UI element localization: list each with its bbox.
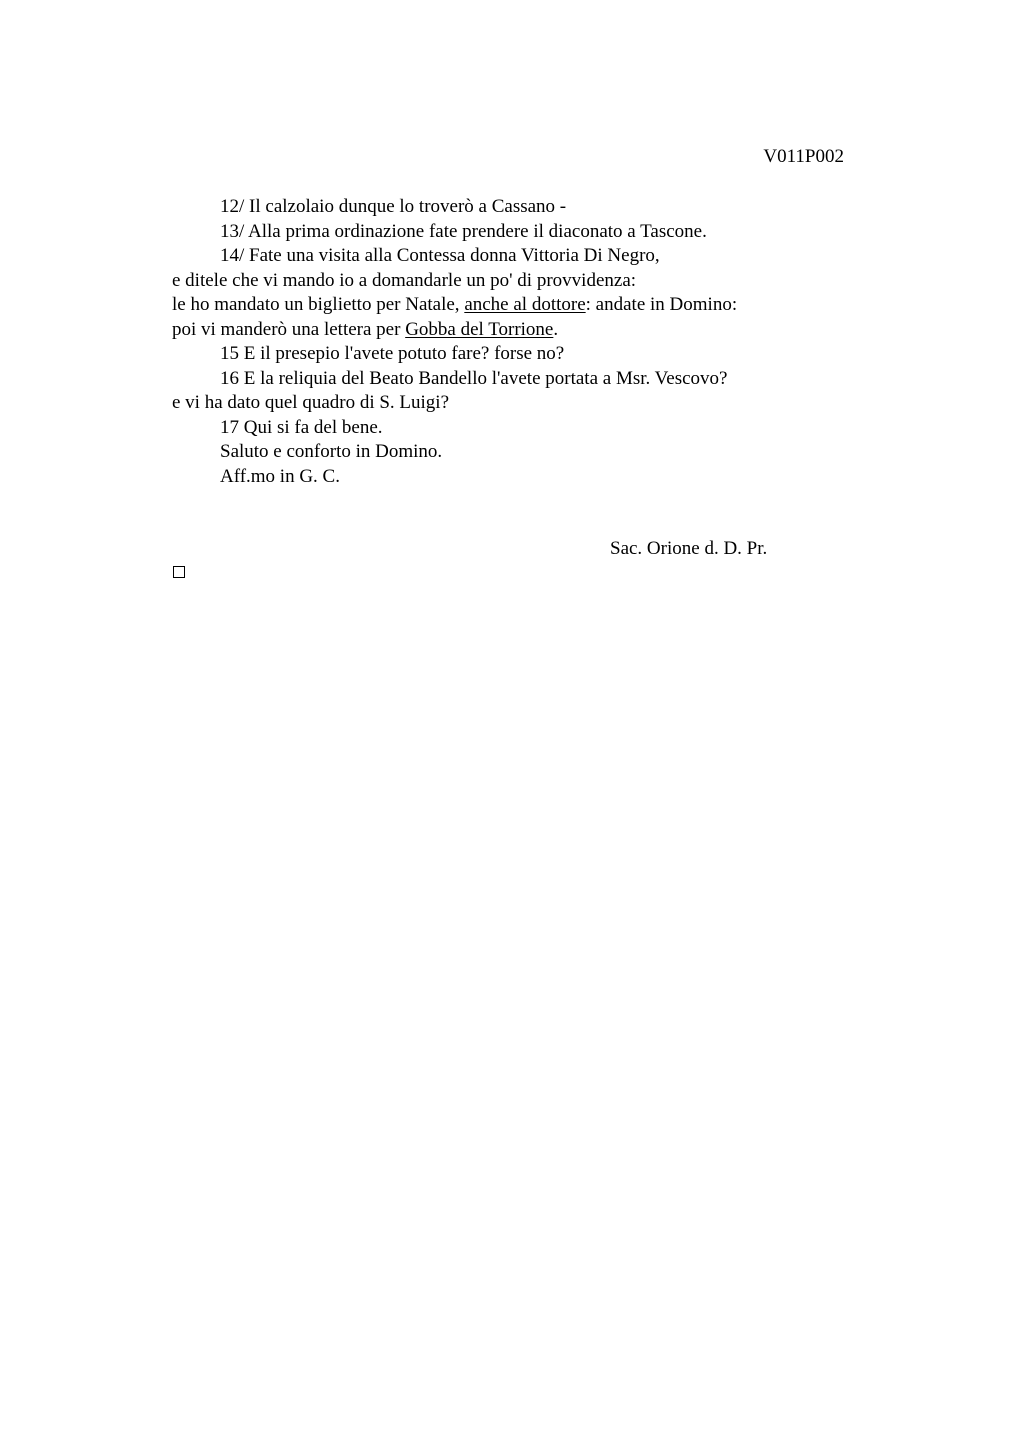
closing-valediction: Aff.mo in G. C.	[220, 465, 340, 487]
text-line-13: 13/ Alla prima ordinazione fate prendere il diaconato a Tascone.	[220, 220, 707, 242]
underlined-text: anche al dottore	[464, 294, 586, 315]
text-line-16-cont: e vi ha dato quel quadro di S. Luigi?	[172, 392, 450, 413]
signature: Sac. Orione d. D. Pr.	[610, 538, 768, 559]
text-line-lettera	[172, 318, 872, 343]
text-line-16: 16 E la reliquia del Beato Bandello l'avete portata a Msr. Vescovo?	[220, 367, 728, 389]
text-segment: : andate in Domino:	[585, 294, 738, 315]
text-line-14-cont: e ditele che vi mando io a domandarle un po' di provvidenza:	[172, 269, 637, 291]
text-line-15: 15 E il presepio l'avete potuto fare? forse no?	[220, 343, 565, 364]
text-segment: le ho mandato un biglietto per Natale,	[172, 294, 465, 315]
letter-body	[172, 195, 872, 489]
underlined-text: Gobba del Torrione	[405, 318, 554, 340]
end-of-document-box-icon	[173, 566, 185, 578]
text-line-14: 14/ Fate una visita alla Contessa donna Vittoria Di Negro,	[220, 245, 660, 266]
text-line-12: 12/ Il calzolaio dunque lo troverò a Cassano -	[220, 196, 567, 217]
text-line-17: 17 Qui si fa del bene.	[220, 416, 383, 438]
text-segment: .	[553, 318, 559, 340]
document-id: V011P002	[763, 146, 844, 167]
text-segment: poi vi manderò una lettera per	[172, 318, 406, 340]
closing-greeting: Saluto e conforto in Domino.	[220, 441, 443, 462]
text-line-natale	[172, 293, 872, 318]
